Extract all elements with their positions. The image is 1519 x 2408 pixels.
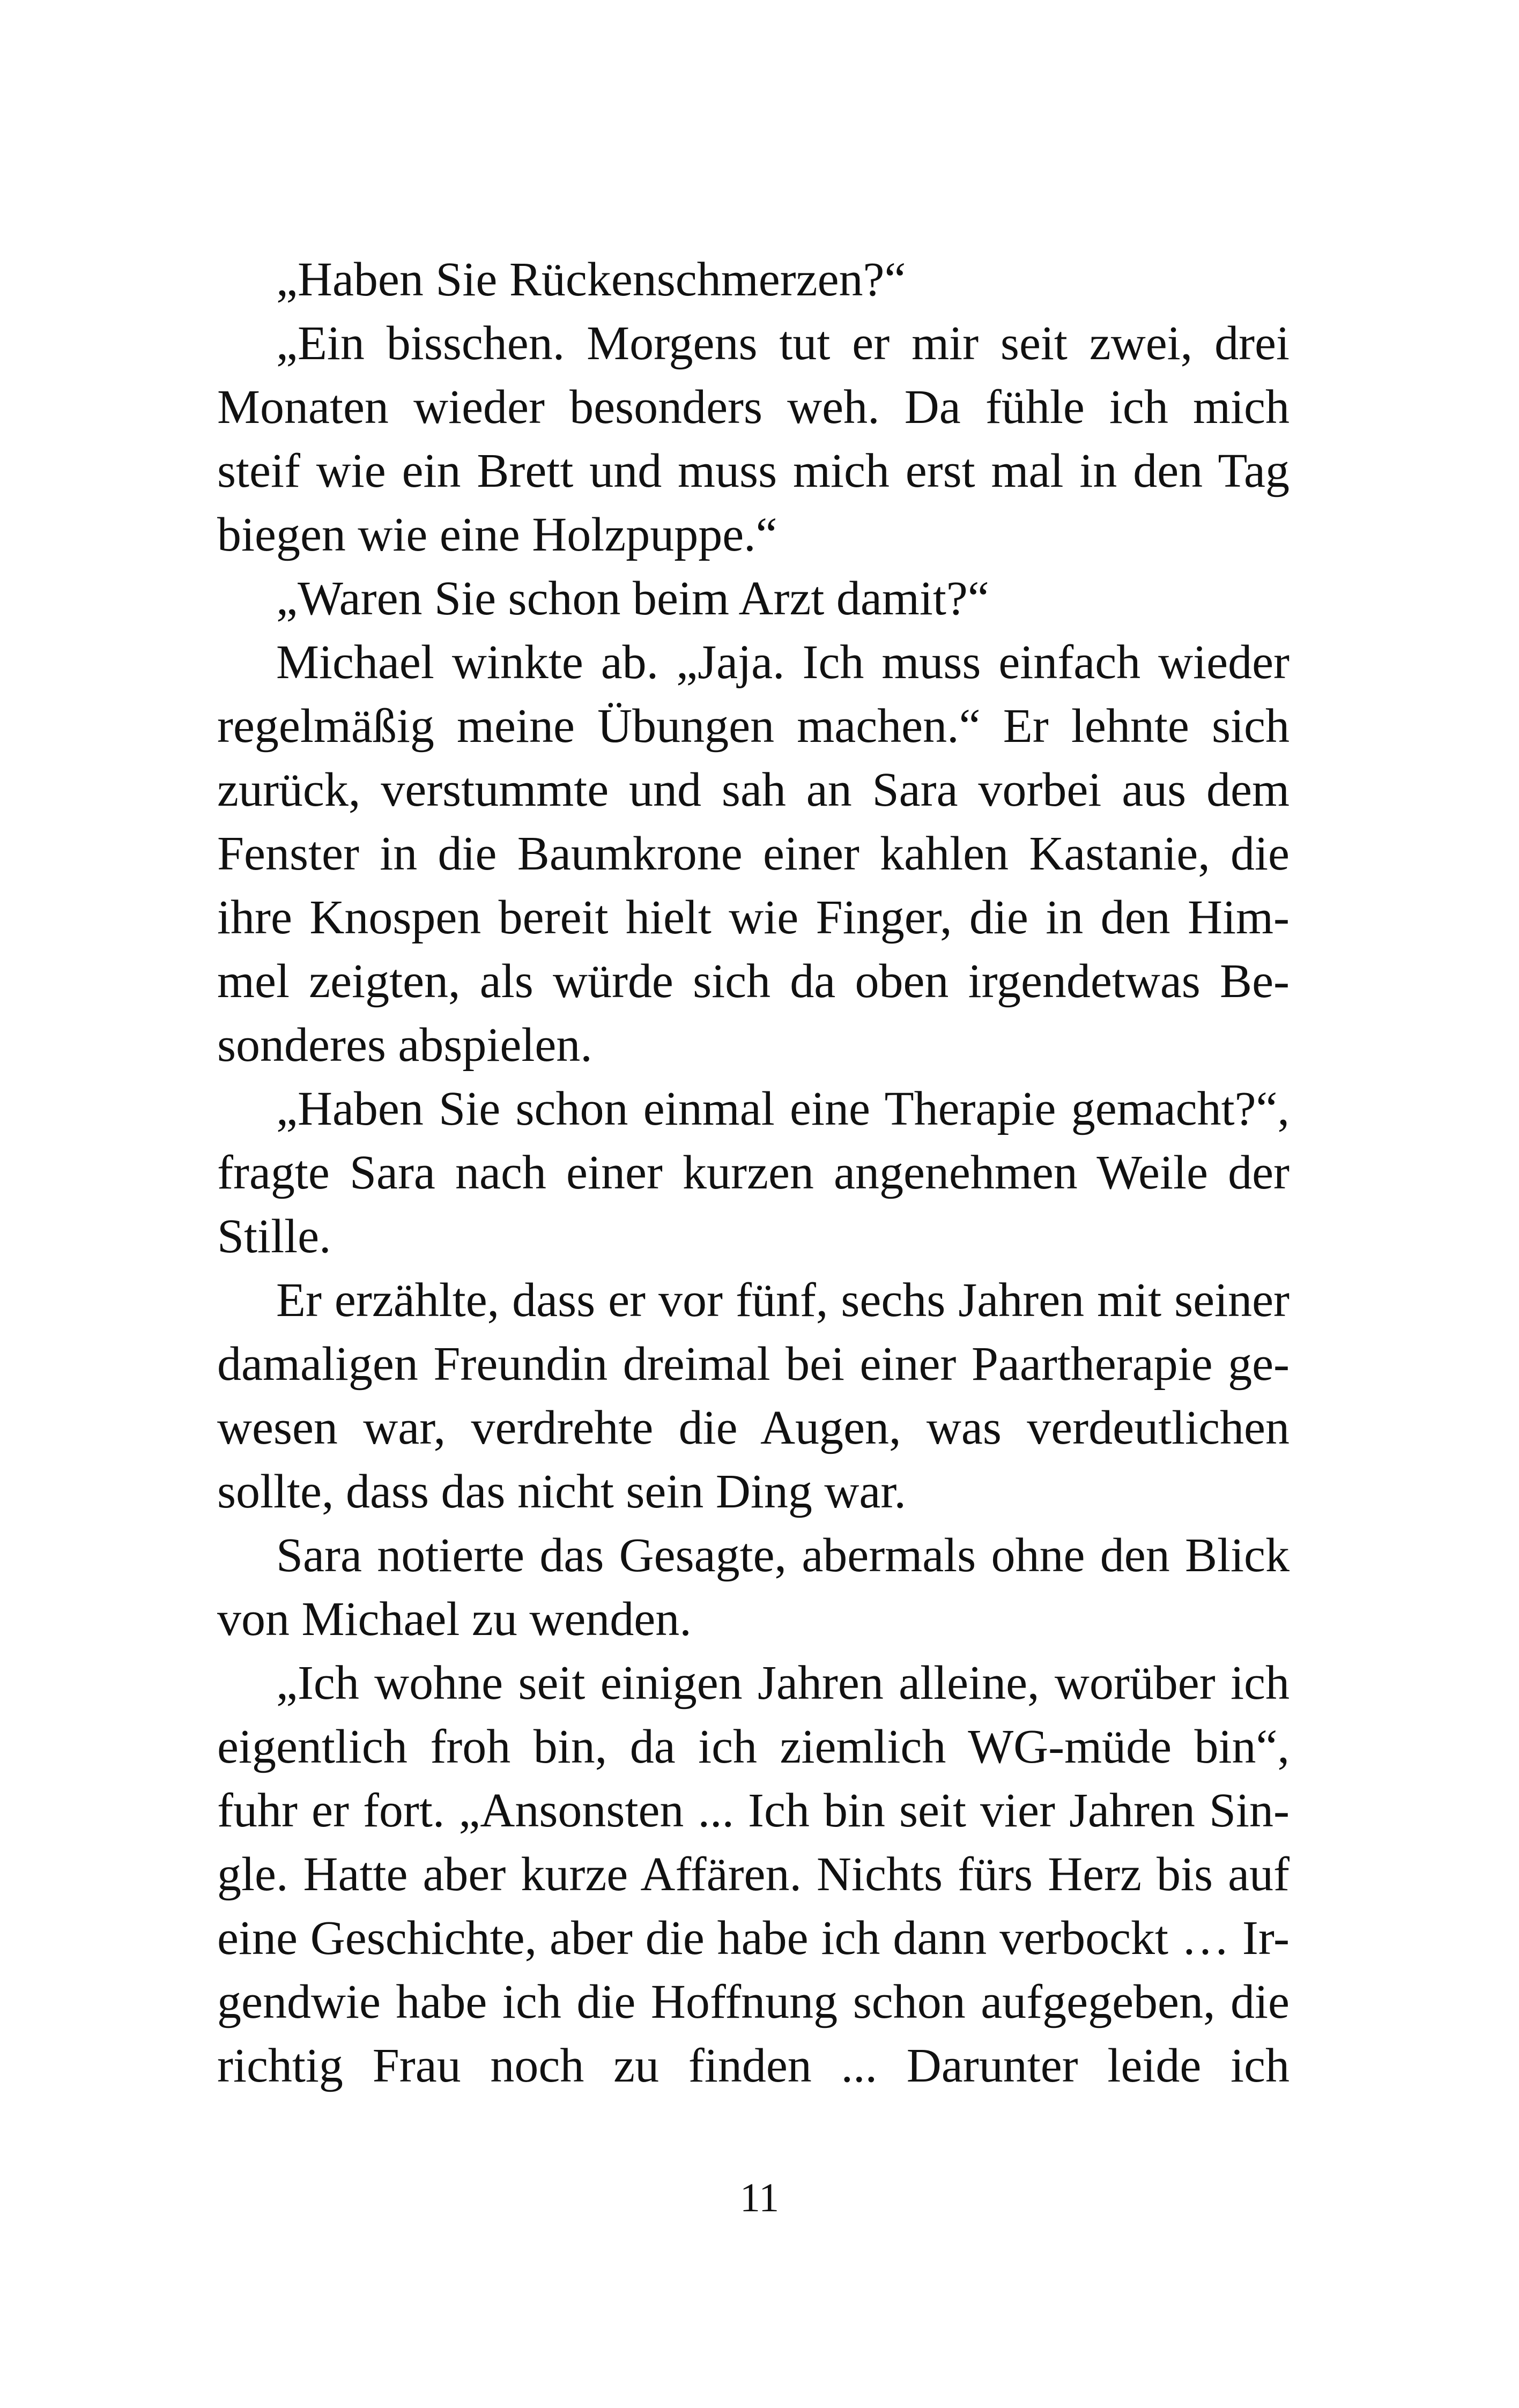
page-number: 11	[739, 2175, 780, 2220]
text-line: „Haben Sie schon einmal eine Therapie gemacht?“,	[276, 1082, 1290, 1135]
text-line: regelmäßig meine Übungen machen.“ Er lehnte sich	[217, 700, 1290, 753]
text-line: sollte, dass das nicht sein Ding war.	[217, 1465, 906, 1518]
text-line: „Haben Sie Rückenschmerzen?“	[276, 253, 906, 306]
text-line: biegen wie eine Holzpuppe.“	[217, 508, 777, 561]
text-line: wesen war, verdrehte die Augen, was verdeutlichen	[217, 1401, 1290, 1454]
text-line: Michael winkte ab. „Jaja. Ich muss einfach wieder	[276, 636, 1290, 689]
text-line: „Waren Sie schon beim Arzt damit?“	[276, 572, 989, 625]
text-line: eigentlich froh bin, da ich ziemlich WG-müde bin“,	[217, 1720, 1290, 1773]
text-line: Sara notierte das Gesagte, abermals ohne den Blick	[276, 1529, 1290, 1582]
text-line: fuhr er fort. „Ansonsten ... Ich bin seit vier Jahren Sin-	[217, 1784, 1290, 1837]
text-line: „Ich wohne seit einigen Jahren alleine, worüber ich	[276, 1656, 1290, 1710]
text-line: steif wie ein Brett und muss mich erst mal in den Tag	[217, 444, 1290, 497]
text-line: Monaten wieder besonders weh. Da fühle ich mich	[217, 381, 1290, 434]
text-line: Stille.	[217, 1210, 331, 1263]
text-line: „Ein bisschen. Morgens tut er mir seit zwei, drei	[276, 317, 1290, 370]
text-line: gle. Hatte aber kurze Affären. Nichts fürs Herz bis auf	[217, 1848, 1290, 1901]
text-line: zurück, verstummte und sah an Sara vorbei aus dem	[217, 763, 1290, 816]
text-line: von Michael zu wenden.	[217, 1593, 692, 1646]
text-line: Fenster in die Baumkrone einer kahlen Kastanie, die	[217, 827, 1290, 880]
text-line: fragte Sara nach einer kurzen angenehmen Weile der	[217, 1146, 1290, 1199]
text-line: sonderes abspielen.	[217, 1019, 592, 1072]
text-line: Er erzählte, dass er vor fünf, sechs Jahren mit seiner	[276, 1274, 1290, 1327]
text-line: ihre Knospen bereit hielt wie Finger, die in den Him-	[217, 891, 1290, 944]
text-line: damaligen Freundin dreimal bei einer Paartherapie ge-	[217, 1337, 1290, 1391]
text-line: eine Geschichte, aber die habe ich dann verbockt … Ir-	[217, 1912, 1290, 1965]
text-line: mel zeigten, als würde sich da oben irgendetwas Be-	[217, 955, 1290, 1008]
text-line: gendwie habe ich die Hoffnung schon aufgegeben, die	[217, 1975, 1290, 2028]
text-line: richtig Frau noch zu finden ... Darunter leide ich	[217, 2039, 1290, 2092]
